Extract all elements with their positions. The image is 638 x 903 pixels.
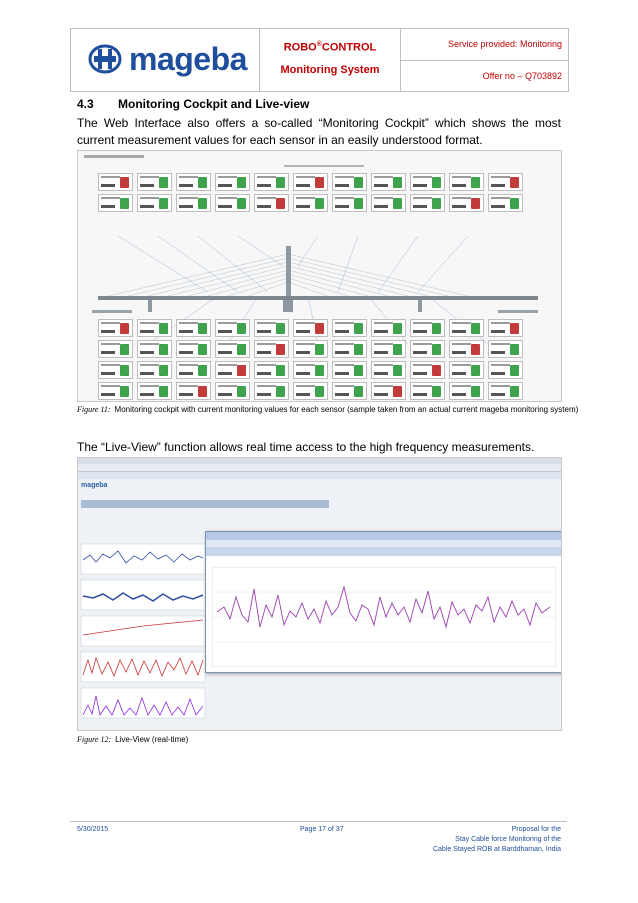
sensor-tile — [98, 361, 133, 379]
sensor-tile — [488, 382, 523, 400]
sensor-tile — [332, 382, 367, 400]
sensor-tile — [254, 382, 289, 400]
sensor-tile — [215, 319, 250, 337]
sensor-tile — [332, 194, 367, 212]
sensor-tile — [488, 361, 523, 379]
monitoring-cockpit-screenshot — [77, 150, 562, 402]
sensor-tile — [410, 194, 445, 212]
section-title: Monitoring Cockpit and Live-view — [118, 97, 310, 111]
service-text: Service provided: Monitoring — [447, 39, 562, 49]
title-cell — [260, 29, 401, 91]
offer-number: Offer no – Q703892 — [482, 71, 562, 81]
sensor-tile — [137, 361, 172, 379]
sensor-tile — [410, 361, 445, 379]
sensor-tile — [176, 361, 211, 379]
sensor-tile — [332, 173, 367, 191]
sensor-tile — [98, 319, 133, 337]
sensor-tile — [488, 173, 523, 191]
system-name: Monitoring System — [280, 64, 380, 76]
sensor-tile — [137, 340, 172, 358]
sensor-tile — [254, 319, 289, 337]
footer-proposal-line1: Proposal for the — [511, 826, 561, 833]
sensor-tile — [293, 340, 328, 358]
live-charts — [78, 510, 208, 730]
section-number: 4.3 — [77, 97, 94, 111]
sensor-tile — [293, 382, 328, 400]
sensor-tile — [371, 382, 406, 400]
product-name: ROBO®CONTROL — [283, 41, 377, 54]
sensor-tile — [215, 361, 250, 379]
sensor-tile — [410, 173, 445, 191]
live-view-chart — [212, 567, 556, 667]
popup-address-bar — [206, 540, 562, 547]
sensor-tile — [254, 340, 289, 358]
sensor-tile — [371, 361, 406, 379]
footer-divider — [70, 821, 567, 822]
live-view-screenshot — [77, 457, 562, 731]
footer-page-number: Page 17 of 37 — [300, 826, 344, 833]
sensor-tile — [98, 173, 133, 191]
sensor-tile — [371, 173, 406, 191]
sensor-tile — [98, 382, 133, 400]
footer-proposal-line3: Cable Stayed ROB at Barddhaman, India — [432, 846, 561, 853]
mageba-logo-icon — [88, 44, 122, 74]
sensor-tile — [215, 173, 250, 191]
sensor-tile — [215, 382, 250, 400]
sensor-tile — [371, 319, 406, 337]
sensor-tile — [371, 194, 406, 212]
cockpit-window-title — [84, 155, 144, 158]
logo-text: mageba — [129, 41, 247, 77]
browser-address-bar — [78, 464, 561, 472]
sensor-tile — [176, 194, 211, 212]
sensor-tile — [254, 173, 289, 191]
sensor-tile — [410, 319, 445, 337]
dashboard-title-bar — [81, 500, 329, 508]
sensor-tile — [449, 361, 484, 379]
sensor-tile — [449, 319, 484, 337]
figure-caption: Figure 12: Live-View (real-time) — [77, 735, 189, 744]
paragraph: The Web Interface also offers a so-called “Monitoring Cockpit” which shows the most current measurement values for each sensor in an easily understood format. — [77, 116, 561, 147]
footer-date: 5/30/2015 — [77, 826, 109, 833]
sensor-tile — [332, 361, 367, 379]
sensor-tile — [293, 361, 328, 379]
popup-titlebar — [206, 532, 562, 540]
sensor-tile — [332, 319, 367, 337]
logo-cell — [71, 29, 260, 91]
sensor-tile — [254, 194, 289, 212]
sensor-tile — [488, 194, 523, 212]
sensor-tile — [449, 173, 484, 191]
sensor-tile — [215, 340, 250, 358]
live-view-window — [205, 531, 562, 673]
sensor-tile — [449, 194, 484, 212]
info-cell — [401, 29, 568, 91]
sensor-tile — [293, 319, 328, 337]
sensor-tile — [176, 319, 211, 337]
sensor-tile — [215, 194, 250, 212]
popup-page-title — [206, 547, 562, 556]
sensor-tile — [176, 340, 211, 358]
sensor-tile — [137, 382, 172, 400]
sensor-tile — [449, 382, 484, 400]
sensor-tile — [488, 319, 523, 337]
sensor-tile — [98, 194, 133, 212]
paragraph: The “Live-View” function allows real time access to the high frequency measurements. — [77, 440, 535, 454]
app-brand: mageba — [81, 482, 108, 489]
document-header — [70, 28, 569, 92]
sensor-tile — [449, 340, 484, 358]
sensor-tile — [410, 340, 445, 358]
sensor-tile — [332, 340, 367, 358]
sensor-tile — [176, 173, 211, 191]
sensor-tile — [176, 382, 211, 400]
cockpit-nav — [284, 165, 364, 167]
section-heading — [77, 97, 309, 111]
sensor-tile — [410, 382, 445, 400]
browser-bookmarks-bar — [78, 472, 561, 479]
sensor-tile — [98, 340, 133, 358]
sensor-tile — [293, 194, 328, 212]
sensor-tile — [371, 340, 406, 358]
sensor-tile — [137, 173, 172, 191]
sensor-tile — [137, 194, 172, 212]
figure-caption: Figure 11: Monitoring cockpit with current monitoring values for each sensor (sample taken from an actual current mageba monitoring system) — [77, 405, 579, 414]
sensor-tile — [137, 319, 172, 337]
sensor-tile — [293, 173, 328, 191]
footer-proposal-line2: Stay Cable force Monitoring of the — [455, 836, 561, 843]
sensor-tile — [488, 340, 523, 358]
sensor-tile — [254, 361, 289, 379]
